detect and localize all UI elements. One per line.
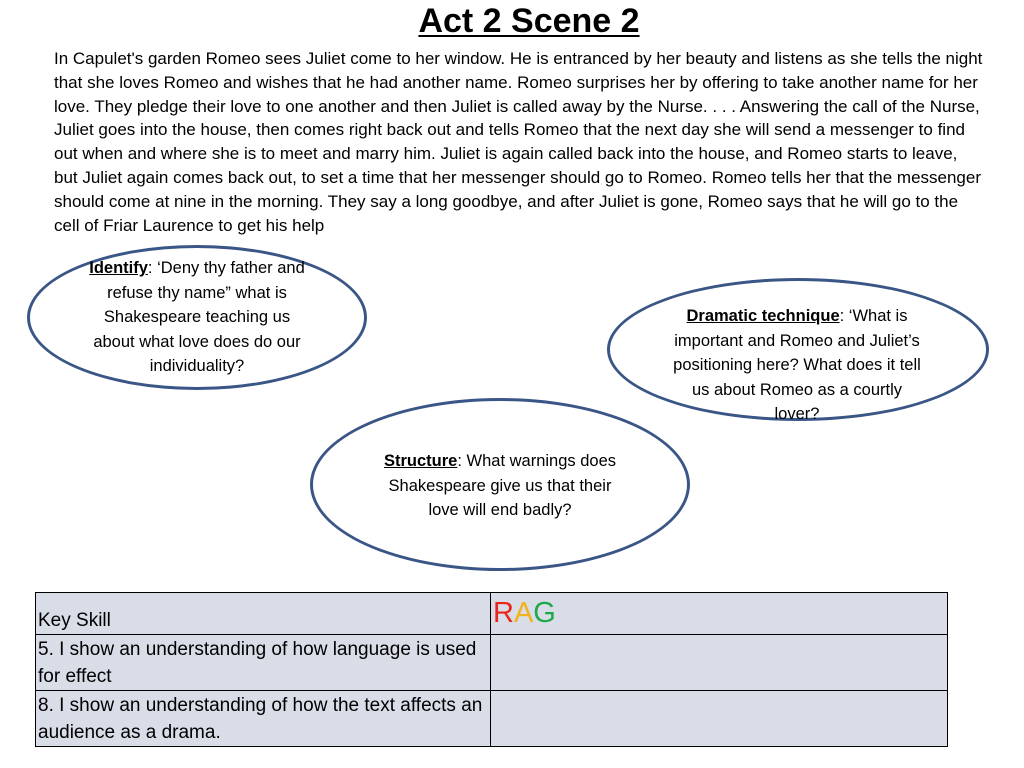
table-row: [36, 635, 948, 691]
scene-summary: In Capulet's garden Romeo sees Juliet come to her window. He is entranced by her beauty and listens as she tells the night that she loves Romeo and wishes that he had another name. Romeo surprises her by offering to take another name for her love. They pledge their love to one another and then Juliet is called away by the Nurse. . . . Answering the call of the Nurse, Juliet goes into the house, then comes right back out and tells Romeo that the next day she will send a messenger to find out when and where she is to meet and marry him. Juliet is again called back into the house, and Romeo starts to leave, but Juliet again comes back out, to set a time that her messenger should go to Romeo. Romeo tells her that the messenger should come at nine in the morning. They say a long goodbye, and after Juliet is gone, Romeo says that he will go to the cell of Friar Laurence to get his help: [54, 49, 983, 235]
key-skill-table: [35, 592, 948, 747]
structure-text: : What warnings does Shakespeare give us that their love will end badly?: [388, 452, 617, 519]
identify-prompt: [86, 256, 308, 379]
page-title: Act 2 Scene 2: [418, 2, 640, 40]
identify-text: : ‘Deny thy father and refuse thy name” what is Shakespeare teaching us about what love does do our individuality?: [93, 259, 305, 375]
skill-cell: 5. I show an understanding of how language is used for effect: [36, 635, 491, 691]
structure-prompt: [372, 449, 628, 523]
rag-label: [493, 597, 556, 629]
rag-header: [491, 593, 948, 635]
dramatic-technique-prompt: [668, 304, 926, 427]
rag-r: R: [493, 597, 514, 629]
dramatic-technique-text: : ‘What is important and Romeo and Juliet’s positioning here? What does it tell us about Romeo as a courtly lover?: [673, 307, 921, 423]
key-skill-header: Key Skill: [36, 593, 491, 635]
rag-g: G: [533, 597, 556, 629]
skill-cell: 8. I show an understanding of how the text affects an audience as a drama.: [36, 691, 491, 747]
structure-label: Structure: [383, 452, 458, 470]
rag-a: A: [513, 597, 534, 629]
table-row: [36, 691, 948, 747]
table-header-row: [36, 593, 948, 635]
rag-rating-cell[interactable]: [491, 635, 948, 691]
identify-label: Identify: [89, 259, 148, 277]
dramatic-technique-label: Dramatic technique: [686, 307, 840, 325]
rag-rating-cell[interactable]: [491, 691, 948, 747]
